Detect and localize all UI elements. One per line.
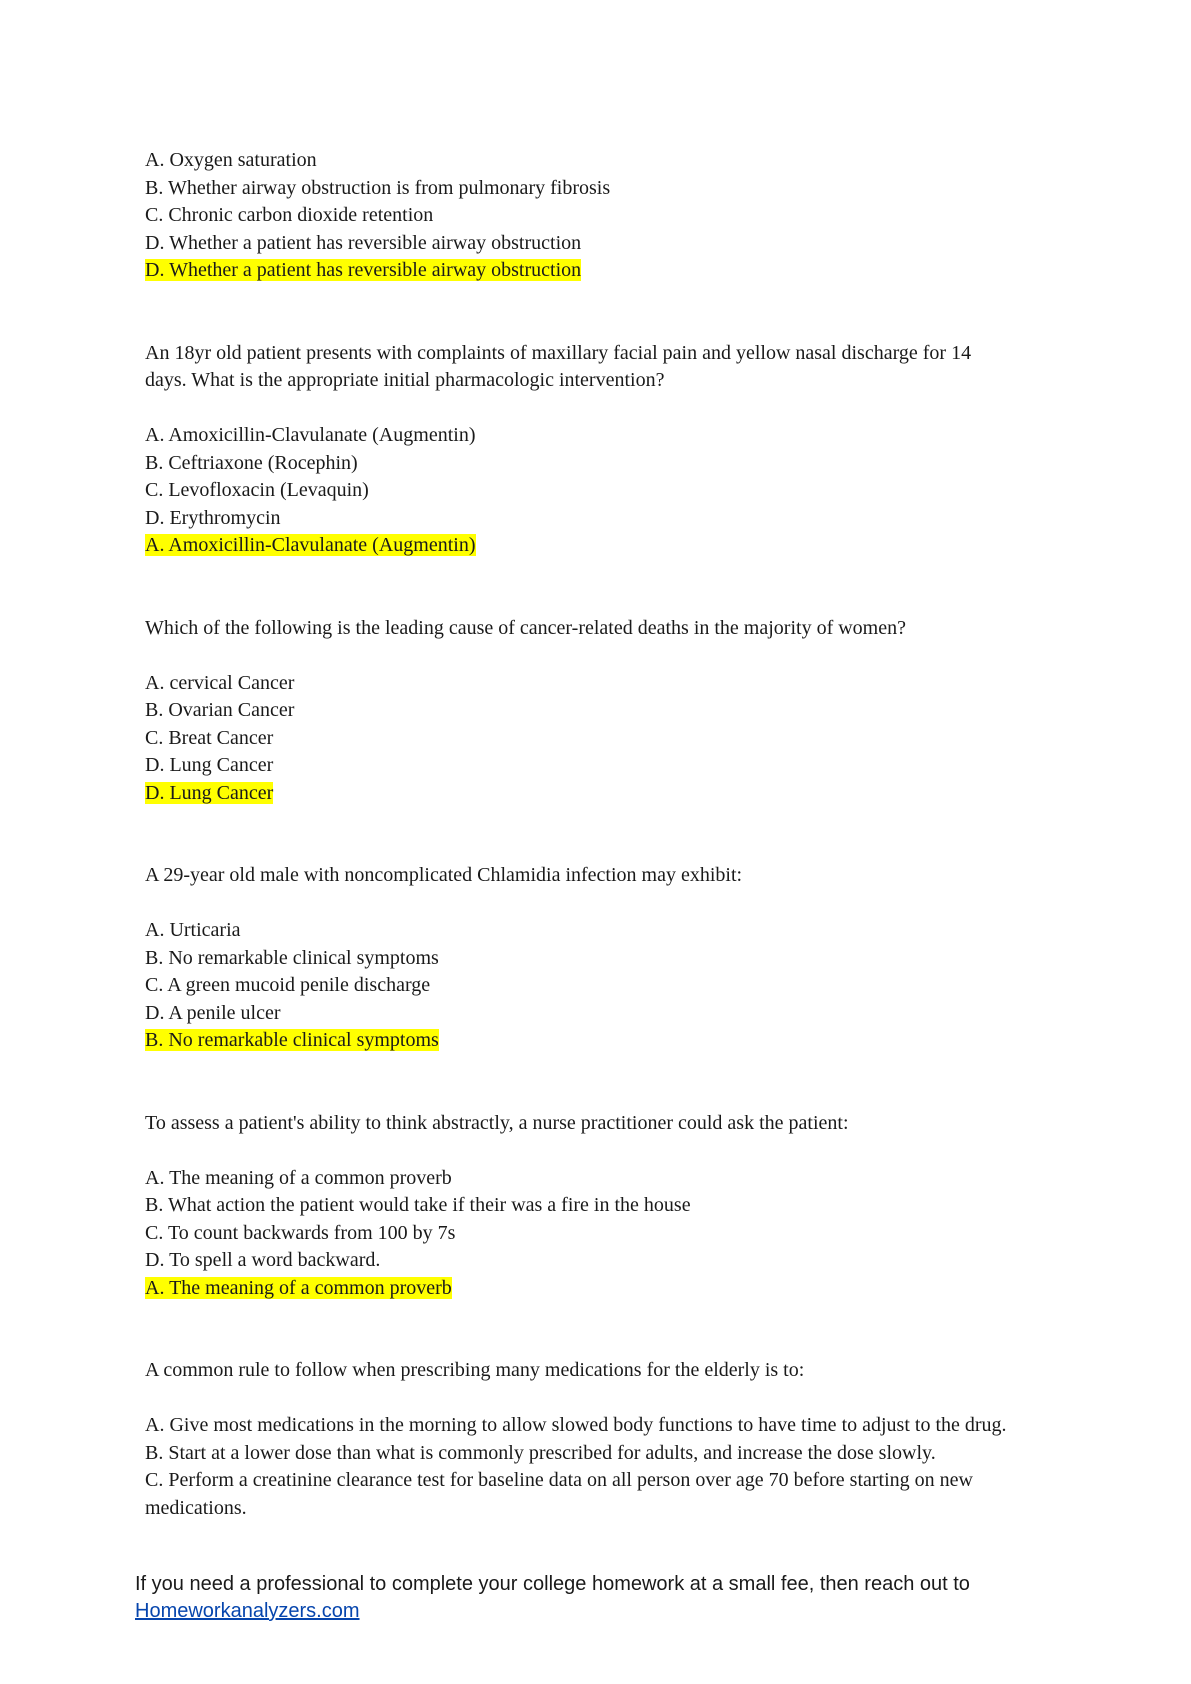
question-block — [145, 862, 1075, 1055]
spacer — [145, 395, 1075, 423]
spacer — [145, 560, 1075, 615]
spacer — [145, 807, 1075, 862]
highlighted-answer: D. Whether a patient has reversible airway obstruction — [145, 259, 582, 281]
option-a: A. The meaning of a common proverb — [145, 1166, 452, 1189]
answer-line — [145, 780, 1075, 808]
option-a: A. Give most medications in the morning to allow slowed body functions to have time to adjust to the drug. — [145, 1414, 1007, 1436]
option-c: C. Breat Cancer — [145, 726, 274, 749]
footer-link[interactable]: Homeworkanalyzers.com — [135, 1600, 360, 1622]
answer-line — [145, 1027, 1075, 1055]
question-text: A common rule to follow when prescribing many medications for the elderly is to: — [145, 1359, 805, 1381]
spacer — [145, 642, 1075, 670]
spacer — [145, 1055, 1075, 1110]
answer-line — [145, 257, 1075, 285]
option-b: B. Ceftriaxone (Rocephin) — [145, 451, 358, 474]
option-c: C. A green mucoid penile discharge — [145, 974, 431, 996]
question-text: A 29-year old male with noncomplicated Chlamidia infection may exhibit: — [145, 864, 743, 886]
option-d: D. A penile ulcer — [145, 1001, 281, 1024]
question-text: An 18yr old patient presents with complaints of maxillary facial pain and yellow nasal discharge for 14 days. What is the appropriate initial pharmacologic intervention? — [145, 341, 972, 391]
promo-footer — [135, 1571, 1095, 1625]
option-b: B. No remarkable clinical symptoms — [145, 946, 439, 969]
option-c: C. Perform a creatinine clearance test for baseline data on all person over age 70 before starting on new medications. — [145, 1469, 978, 1519]
question-block — [145, 615, 1075, 808]
option-d: D. To spell a word backward. — [145, 1249, 381, 1271]
option-c: C. Chronic carbon dioxide retention — [145, 204, 434, 226]
answer-line — [145, 532, 1075, 560]
option-c: C. To count backwards from 100 by 7s — [145, 1221, 456, 1244]
highlighted-answer: B. No remarkable clinical symptoms — [145, 1029, 439, 1051]
question-block — [145, 1110, 1075, 1303]
question-text: Which of the following is the leading cause of cancer-related deaths in the majority of women? — [145, 616, 906, 639]
option-c: C. Levofloxacin (Levaquin) — [145, 479, 369, 501]
question-block — [145, 1357, 1075, 1522]
option-d: D. Lung Cancer — [145, 754, 274, 776]
highlighted-answer: A. Amoxicillin-Clavulanate (Augmentin) — [145, 534, 476, 556]
spacer — [145, 1385, 1075, 1413]
option-a: A. cervical Cancer — [145, 671, 295, 694]
option-d: D. Whether a patient has reversible airway obstruction — [145, 231, 582, 254]
option-b: B. Whether airway obstruction is from pulmonary fibrosis — [145, 176, 611, 199]
question-text: To assess a patient's ability to think abstractly, a nurse practitioner could ask the patient: — [145, 1111, 849, 1134]
option-b: B. What action the patient would take if their was a fire in the house — [145, 1194, 691, 1216]
option-d: D. Erythromycin — [145, 506, 281, 529]
option-a: A. Oxygen saturation — [145, 149, 317, 171]
option-b: B. Start at a lower dose than what is commonly prescribed for adults, and increase the dose slowly. — [145, 1441, 936, 1464]
spacer — [145, 285, 1075, 340]
spacer — [145, 1137, 1075, 1165]
highlighted-answer: A. The meaning of a common proverb — [145, 1276, 452, 1299]
option-b: B. Ovarian Cancer — [145, 699, 295, 721]
option-a: A. Amoxicillin-Clavulanate (Augmentin) — [145, 424, 476, 446]
spacer — [145, 1302, 1075, 1357]
question-block — [145, 147, 1075, 285]
highlighted-answer: D. Lung Cancer — [145, 781, 274, 804]
footer-text: If you need a professional to complete your college homework at a small fee, then reach out to — [135, 1573, 970, 1595]
spacer — [145, 890, 1075, 918]
answer-line — [145, 1275, 1075, 1303]
question-block — [145, 340, 1075, 560]
option-a: A. Urticaria — [145, 919, 241, 941]
question-list — [145, 147, 1075, 1522]
